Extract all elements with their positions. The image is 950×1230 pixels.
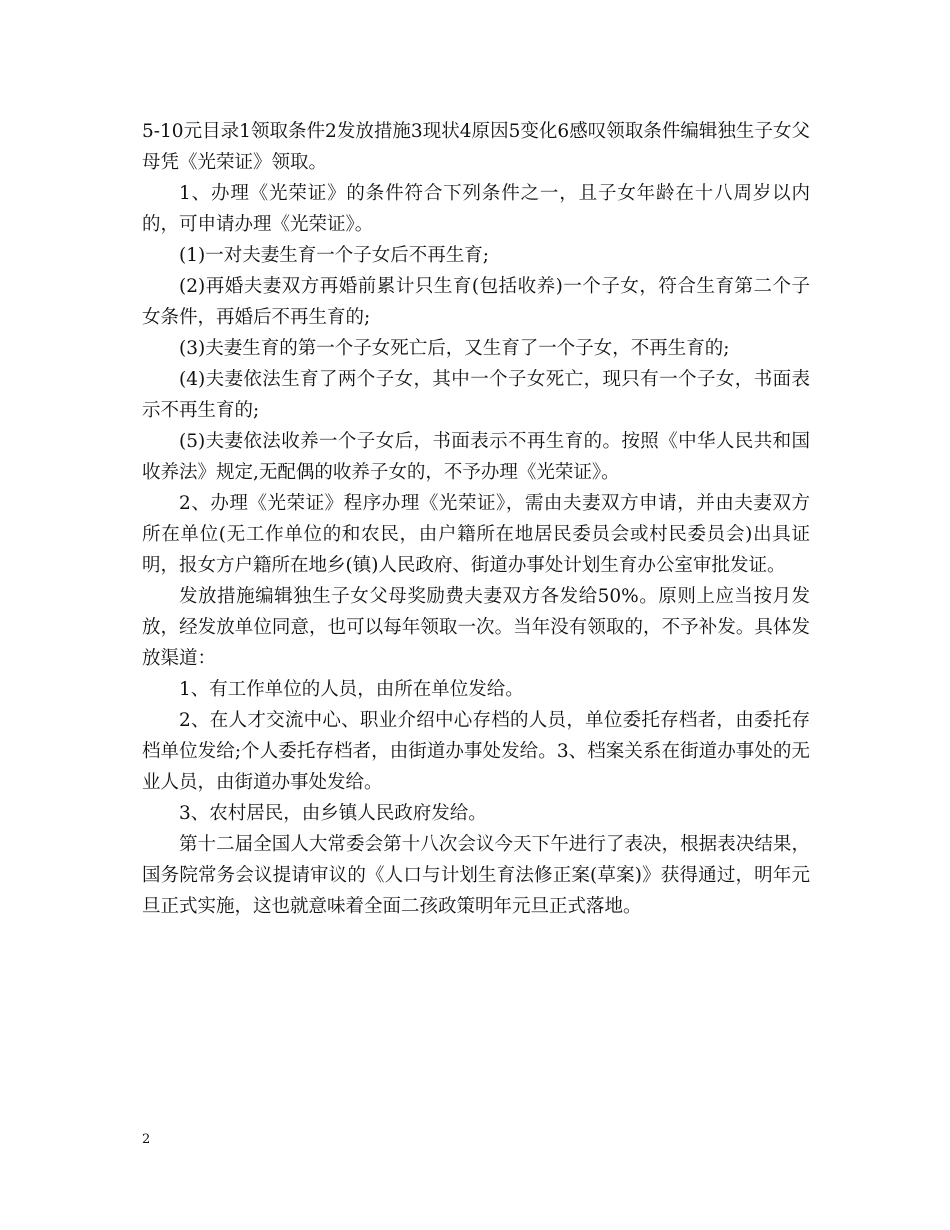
paragraph-5: (3)夫妻生育的第一个子女死亡后，又生育了一个子女，不再生育的; (179, 338, 730, 359)
paragraph-7: (5)夫妻依法收养一个子女后，书面表示不再生育的。按照《中华人民共和国收养法》规定,无配偶的收养子女的，不予办理《光荣证》。 (142, 431, 810, 483)
paragraph-6: (4)夫妻依法生育了两个子女，其中一个子女死亡，现只有一个子女，书面表示不再生育的; (142, 369, 810, 421)
paragraph-1: 5-10元目录1领取条件2发放措施3现状4原因5变化6感叹领取条件编辑独生子女父母凭《光荣证》领取。 (142, 121, 810, 173)
page-number: 2 (142, 1132, 151, 1147)
paragraph-10: 1、有工作单位的人员，由所在单位发给。 (179, 679, 524, 700)
paragraph-13: 第十二届全国人大常委会第十八次会议今天下午进行了表决，根据表决结果，国务院常务会议提请审议的《人口与计划生育法修正案(草案)》获得通过，明年元旦正式实施，这也就意味着全面二孩政策明年元旦正式落地。 (142, 834, 810, 917)
document-body (142, 116, 810, 922)
paragraph-4: (2)再婚夫妻双方再婚前累计只生育(包括收养)一个子女，符合生育第二个子女条件，再婚后不再生育的; (142, 276, 810, 328)
paragraph-2: 1、办理《光荣证》的条件符合下列条件之一，且子女年龄在十八周岁以内的，可申请办理《光荣证》。 (142, 183, 810, 235)
paragraph-8: 2、办理《光荣证》程序办理《光荣证》，需由夫妻双方申请，并由夫妻双方所在单位(无工作单位的和农民，由户籍所在地居民委员会或村民委员会)出具证明，报女方户籍所在地乡(镇)人民政府、街道办事处计划生育办公室审批发证。 (142, 493, 810, 576)
paragraph-12: 3、农村居民，由乡镇人民政府发给。 (179, 803, 487, 824)
paragraph-9: 发放措施编辑独生子女父母奖励费夫妻双方各发给50%。原则上应当按月发放，经发放单位同意，也可以每年领取一次。当年没有领取的，不予补发。具体发放渠道： (142, 586, 810, 669)
paragraph-3: (1)一对夫妻生育一个子女后不再生育; (179, 245, 489, 266)
paragraph-11: 2、在人才交流中心、职业介绍中心存档的人员，单位委托存档者，由委托存档单位发给;个人委托存档者，由街道办事处发给。3、档案关系在街道办事处的无业人员，由街道办事处发给。 (142, 710, 810, 793)
